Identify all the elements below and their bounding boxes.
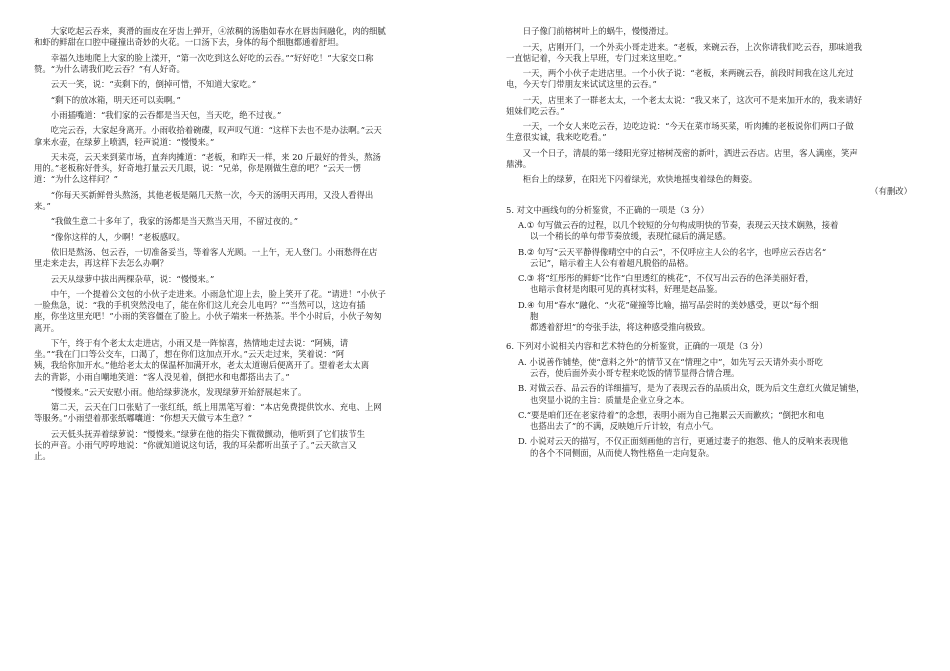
left-column-line: 小雨插嘴道：“我们家的云吞都是当天包，当天吃，绝不过夜。”	[34, 110, 282, 121]
left-column-line: 拿来水壶，在绿萝上喷洒，轻声说道：“慢慢来。”	[34, 136, 215, 147]
left-column-line: 云天从绿萝中拔出两棵杂草，说：“慢慢来。”	[34, 273, 215, 284]
left-column-line: 座，你坐这里充吧！”小雨的笑容僵在了脸上。小伙子端来一杯热茶。半个小时后，小伙子匆匆	[34, 311, 382, 322]
right-column-line: 一天，一个女人来吃云吞，边吃边说：“今天在菜市场买菜，听肉摊的老板说你们两口子做	[506, 121, 854, 132]
right-column-line: 柜台上的绿萝，在阳光下闪着绿光，欢快地摇曳着绿色的舞姿。	[506, 174, 758, 185]
right-column-line: C.“要是咱们还在老家待着”的念想，表明小雨为自己拖累云天而歉疚；“倒把水和电	[518, 409, 825, 420]
right-column-line: D.④ 句用“春水”融化、“火花”碰撞等比喻，描写品尝时的美妙感受，更以“每个细	[518, 299, 819, 310]
left-column-line: “像你这样的人，少啊！”老板感叹。	[34, 231, 185, 242]
left-column-line: “你每天买新鲜骨头熬汤，其他老板是隔几天熬一次，今天的汤明天再用，又没人看得出	[34, 189, 374, 200]
right-column-line: 6. 下列对小说相关内容和艺术特色的分析鉴赏，正确的一项是（3 分）	[506, 341, 768, 352]
right-column-line: D. 小说对云天的描写，不仅正面刻画他的言行，更通过妻子的抱怨、他人的反响来表现他	[518, 436, 848, 447]
right-column-line: 姐妹们吃云吞。”	[506, 105, 565, 116]
left-column-line: 道：“为什么这样问？”	[34, 174, 118, 185]
right-column-line: 也突显小说的主旨：质量是企业立身之本。	[530, 394, 690, 405]
left-column-line: 云天一笑，说：“卖剩下的，倒掉可惜，不知道大家吃。”	[34, 79, 257, 90]
left-column-line: 止。	[34, 451, 51, 462]
right-column-line: 又一个日子，清晨的第一缕阳光穿过榕树茂密的新叶，洒进云吞店。店里，客人满座，笑声	[506, 147, 858, 158]
right-column-line: 以一个稍长的单句带节奏放缓，表现忙碌后的满足感。	[530, 231, 731, 242]
left-column-line: 坐。”“我在门口等公交车，口渴了，想在你们这加点开水。”云天走过来，笑着说：“阿	[34, 349, 345, 360]
right-column-line: 电，今天专门带朋友来试试这里的云吞。”	[506, 79, 657, 90]
right-column-line: B.② 句写“云天平静得像晴空中的白云”，不仅呼应主人公的名字，也呼应云吞店名“	[518, 246, 827, 257]
right-column	[506, 22, 918, 459]
right-column-line: 鼎沸。	[506, 159, 532, 169]
right-column-line: 一直惦记着，今天我上早班，专门过来这里吃。”	[506, 52, 682, 63]
left-column-line: “我做生意二十多年了，我家的汤都是当天熬当天用，不留过夜的。”	[34, 216, 298, 227]
right-column-line: 的各个不同侧面，从而使人物性格鱼一走向复杂。	[530, 447, 715, 458]
left-column-line: 下午，终于有个老太太走进店，小雨又是一阵惊喜，热情地走过去说：“阿姨，请	[34, 337, 349, 348]
left-column-line: 长的声音。小雨气哼哼地说：“你就知道说这句话，我的耳朵都听出茧子了。”云天欲言又	[34, 440, 357, 450]
left-column-line: 中午，一个提着公文包的小伙子走进来。小雨急忙迎上去，脸上笑开了花。“请进！”小伙子	[34, 289, 386, 299]
left-column-line: 大家吃起云吞来，爽滑的面皮在牙齿上弹开，④浓稠的汤脂如春水在唇齿间融化，肉的细腻	[34, 26, 386, 37]
right-column-line: 云吞，使后面外卖小哥专程来吃饭的情节显得合情合理。	[530, 367, 740, 378]
left-column-line: 离开。	[34, 322, 60, 333]
left-column-line: 幸福久违地爬上大家的脸上漾开，“第一次吃到这么好吃的云吞。”“好好吃！”大家交口称	[34, 52, 374, 63]
left-column-line: 去的背影，小雨自嘲地笑道：“客人没见着，倒把水和电都搭出去了。”	[34, 371, 290, 382]
left-column-line: 第二天，云天在门口张贴了一张红纸，纸上用黑笔写着：“本店免费提供饮水、充电、上网	[34, 402, 382, 413]
right-column-line: 一天，两个小伙子走进店里。一个小伙子说：“老板，来两碗云吞，前段时间我在这儿充过	[506, 68, 854, 79]
right-column-line: A.① 句写做云吞的过程，以几个较短的分句构成明快的节奏，表现云天技术娴熟，接着	[518, 220, 839, 231]
right-column-line: 一天，店刚开门，一个外卖小哥走进来。“老板，来碗云吞，上次你请我们吃云吞，那味道我	[506, 41, 863, 52]
left-column-line: 天未亮，云天来到菜市场，直奔肉摊道：“老板，和昨天一样，来 20 斤最好的骨头，熬汤	[34, 152, 381, 162]
right-column-line: 也搭出去了”的不满，反映她斤斤计较，有点小气。	[530, 421, 719, 432]
right-column-line: 也暗示食材是肉眼可见的真材实料，好理是赵品鉴。	[530, 284, 723, 295]
right-column-line: 都透着舒坦”的夸张手法，将这种感受推向极致。	[530, 322, 711, 333]
right-column-line: B. 对做云吞、品云吞的详细描写，是为了表现云吞的品质出众，既为后文生意红火做足铺垫，	[518, 383, 865, 394]
left-column-line: “剩下的放冰箱，明天还可以卖啊。”	[34, 94, 181, 105]
left-column	[34, 22, 470, 462]
right-column-line: 5. 对文中画线句的分析鉴赏，不正确的一项是（3 分）	[506, 204, 709, 215]
left-column-line: 姨，我给你加开水。”他给老太太的保温杯加满开水，老太太道谢后便离开了。望着老太太离	[34, 360, 370, 371]
left-column-line: 里走来走去，再这样下去怎么办啊？	[34, 258, 168, 269]
right-column-line: A. 小说善作铺垫，使“意料之外”的情节又在“情理之中”，如先写云天请外卖小哥吃	[518, 356, 823, 367]
left-column-line: 用的。”老板称好骨头，好奇地打量云天几眼，说：“兄弟，你是刚做生意的吧？”云天一愣	[34, 163, 361, 174]
right-column-line: 一天，店里来了一群老太太，一个老太太说：“我又来了，这次可不是来加开水的，我来请好	[506, 94, 863, 105]
left-column-line: 和虾的鲜甜在口腔中碰撞出奇妙的火花。一口汤下去，身体的每个细胞都通着舒坦。	[34, 37, 344, 48]
right-column-line: 胞	[530, 311, 539, 321]
right-column-line: 生意很实诚，我来吃吃看。”	[506, 132, 607, 143]
left-column-line: 来。”	[34, 200, 51, 211]
right-column-line: （有删改）	[870, 185, 912, 196]
right-column-line: 云记”，暗示着主人公有着超凡脱俗的品格。	[530, 257, 694, 268]
left-column-line: 云天低头抚弄着绿萝说：“慢慢来。”绿萝在他的指尖下微微颤动，他听到了它们拔节生	[34, 428, 365, 439]
left-column-line: 吃完云吞，大家起身离开。小雨收拾着碗碟，叹声叹气道：“这样下去也不是办法啊。”云天	[34, 125, 382, 136]
right-column-line: 日子像门前榕树叶上的蜗牛，慢慢滑过。	[506, 26, 674, 37]
left-column-line: 一脸焦急，说：“我的手机突然没电了，能在你们这儿充会儿电吗？”“当然可以，这边有插	[34, 300, 366, 311]
left-column-line: 赞。“为什么请我们吃云吞？”有人好奇。	[34, 63, 185, 74]
left-column-line: 等服务。”小雨望着那张纸嘟囔道：“你想天天做亏本生意？”	[34, 413, 253, 424]
left-column-line: 依旧是熬汤、包云吞，一切准备妥当，等着客人光顾。一上午，无人登门。小雨愁得在店	[34, 247, 378, 258]
right-column-line: C.③ 将“红彤彤的鲜虾”比作“白里透红的桃花”，不仅写出云吞的色泽美丽好看，	[518, 273, 814, 284]
left-column-line: “慢慢来。”云天安慰小雨。他给绿萝浇水，发现绿萝开始舒展起来了。	[34, 386, 307, 397]
